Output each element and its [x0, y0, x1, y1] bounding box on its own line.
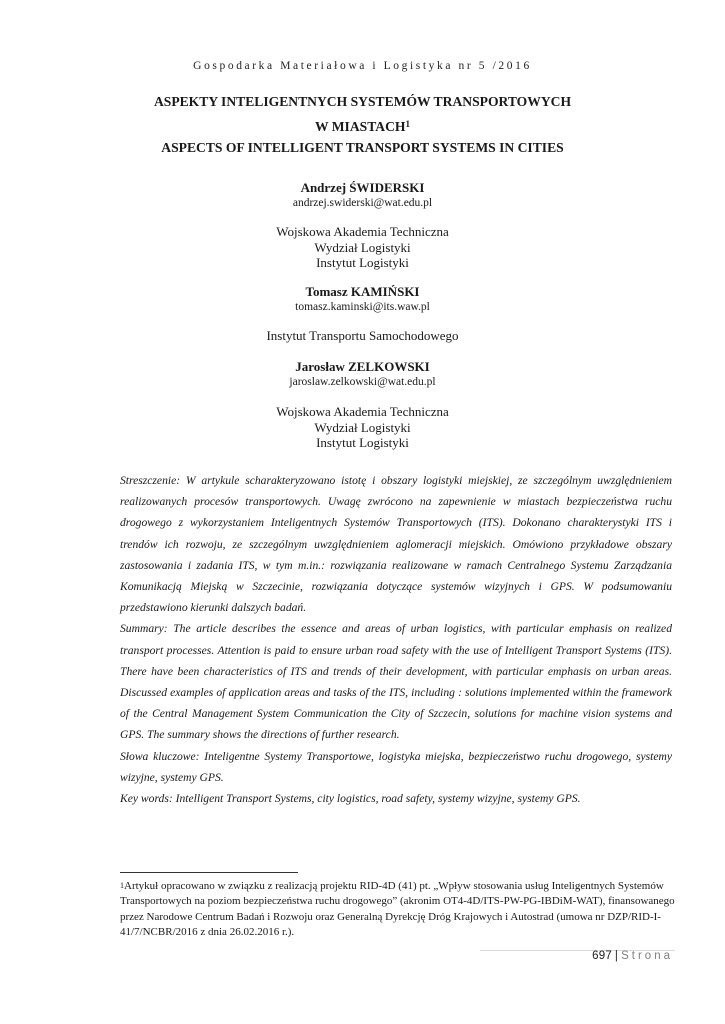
page-word: Strona: [621, 950, 673, 962]
page-separator: |: [614, 950, 619, 962]
journal-header: Gospodarka Materiałowa i Logistyka nr 5 /2016: [193, 60, 532, 72]
title-polish-line2-text: W MIASTACH: [314, 119, 406, 134]
affiliation-line: Instytut Logistyki: [316, 255, 409, 270]
keywords-english: Key words: Intelligent Transport Systems, city logistics, road safety, systemy wizyjne, systemy GPS.: [120, 792, 581, 806]
page-number: 697: [592, 950, 612, 962]
footnote-mark: 1: [120, 881, 124, 890]
affiliation-line: Wojskowa Akademia Techniczna: [276, 404, 449, 419]
affiliation-line: Instytut Transportu Samochodowego: [266, 328, 459, 343]
affiliation-block-3: [60, 404, 665, 451]
affiliation-block-2: [60, 328, 665, 344]
title-polish: [60, 89, 665, 139]
abstract-streszczenie: Streszczenie: W artykule scharakteryzowano istotę i obszary logistyki miejskiej, ze szczególnym uwzględnieniem realizowanych procesów transportowych. Uwagę zwrócono na zapewnienie w miastach bezpieczeństwa ruchu drogowego z wykorzystaniem Inteligentnych Systemów Transportowych (ITS). Dokonano charakterystyki ITS i trendów ich rozwoju, ze szczególnym uwzględnieniem aglomeracji miejskich. Omówiono przykładowe obszary zastosowania i zadania ITS, w tym m.in.: rozwiązania realizowane w ramach Centralnego Systemu Zarządzania Komunikacją Miejską w Szczecinie, rozwiązania dotyczące systemów wizyjnych i GPS. W podsumowaniu przedstawiono kierunki dalszych badań.: [120, 474, 672, 615]
affiliation-line: Wojskowa Akademia Techniczna: [276, 224, 449, 239]
affiliation-line: Wydział Logistyki: [314, 419, 411, 435]
author-block-2: [60, 284, 665, 315]
author-name: Jarosław ZELKOWSKI: [295, 359, 430, 374]
author-block-3: [60, 359, 665, 390]
author-email: andrzej.swiderski@wat.edu.pl: [292, 197, 433, 209]
title-footnote-mark: 1: [405, 119, 410, 129]
title-english: ASPECTS OF INTELLIGENT TRANSPORT SYSTEMS IN CITIES: [161, 140, 564, 155]
title-polish-line1: ASPEKTY INTELIGENTNYCH SYSTEMÓW TRANSPORTOWYCH: [153, 94, 572, 109]
author-name: Andrzej ŚWIDERSKI: [300, 180, 425, 195]
footnote: [120, 879, 680, 941]
affiliation-line: Instytut Logistyki: [316, 435, 409, 450]
author-email: jaroslaw.zelkowski@wat.edu.pl: [289, 376, 436, 388]
affiliation-line: Wydział Logistyki: [314, 239, 411, 255]
author-block-1: [60, 180, 665, 211]
author-email: tomasz.kaminski@its.waw.pl: [295, 301, 430, 313]
abstract-summary: Summary: The article describes the essence and areas of urban logistics, with particular emphasis on realized transport processes. Attention is paid to ensure urban road safety with the use of Intelligent Transport Systems (ITS). There have been characteristics of ITS and trends of their development, with particular emphasis on urban areas. Discussed examples of application areas and tasks of the ITS, including : solutions implemented within the framework of the Central Management System Communication the City of Szczecin, solutions for machine vision systems and GPS. The summary shows the directions of further research.: [120, 622, 672, 742]
page-number-footer: [592, 950, 673, 962]
title-polish-line2: [60, 114, 665, 139]
author-name: Tomasz KAMIŃSKI: [305, 284, 420, 299]
keywords-polish: Słowa kluczowe: Inteligentne Systemy Transportowe, logistyka miejska, bezpieczeństwo ruchu drogowego, systemy wizyjne, systemy GPS.: [120, 749, 672, 784]
footnote-text: Artykuł opracowano w związku z realizacją projektu RID-4D (41) pt. „Wpływ stosowania usług Inteligentnych Systemów Transportowych na poziom bezpieczeństwa ruchu drogowego” (akronim OT4-4D/ITS-PW-PG-IBDiM-WAT), finansowanego przez Narodowe Centrum Badań i Rozwoju oraz Generalną Dyrekcję Dróg Krajowych i Autostrad (umowa nr DZP/RID-I-41/7/NCBR/2016 z dnia 26.02.2016 r.).: [120, 880, 675, 939]
abstract: [120, 470, 672, 809]
footnote-divider: [120, 872, 298, 873]
affiliation-block-1: [60, 224, 665, 271]
